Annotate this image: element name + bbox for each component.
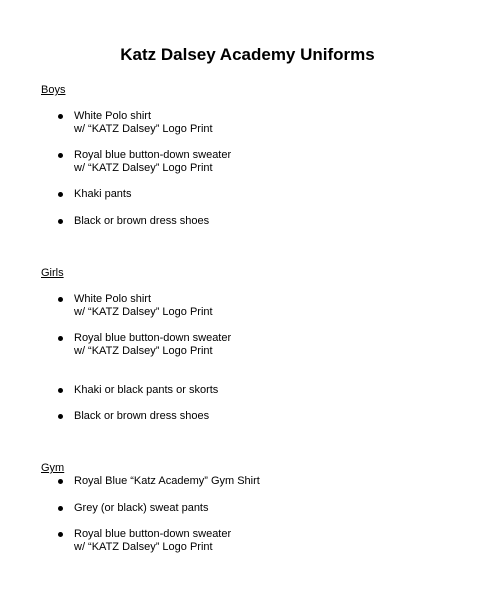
item-text-line1: Black or brown dress shoes [74, 410, 210, 422]
bullet-icon [58, 192, 63, 197]
bullet-icon [58, 336, 63, 341]
bullet-icon [58, 414, 63, 419]
list-item-boys-polo [58, 110, 213, 136]
item-text-line1: Royal blue button-down sweater [74, 149, 232, 161]
item-text-line2: w/ “KATZ Dalsey” Logo Print [74, 123, 213, 135]
list-item-boys-pants [58, 188, 131, 201]
item-text-line1: Black or brown dress shoes [74, 215, 210, 227]
item-text-line1: Royal blue button-down sweater [74, 528, 232, 540]
item-text-line1: Khaki pants [74, 188, 132, 200]
bullet-icon [58, 388, 63, 393]
section-heading-girls: Girls [41, 267, 64, 279]
item-text-line1: White Polo shirt [74, 293, 152, 305]
item-text-line1: Grey (or black) sweat pants [74, 502, 209, 514]
list-item-girls-sweater [58, 332, 231, 358]
list-item-boys-shoes [58, 215, 209, 228]
bullet-icon [58, 219, 63, 224]
list-item-girls-polo [58, 293, 213, 319]
bullet-icon [58, 532, 63, 537]
list-item-gym-shirt [58, 475, 260, 488]
bullet-icon [58, 506, 63, 511]
item-text-line1: Royal Blue “Katz Academy” Gym Shirt [74, 475, 260, 487]
item-text-line1: White Polo shirt [74, 110, 152, 122]
list-item-girls-shoes [58, 410, 209, 423]
item-text-line2: w/ “KATZ Dalsey” Logo Print [74, 345, 213, 357]
item-text-line2: w/ “KATZ Dalsey” Logo Print [74, 162, 213, 174]
item-text-line1: Royal blue button-down sweater [74, 332, 232, 344]
bullet-icon [58, 114, 63, 119]
item-text-line2: w/ “KATZ Dalsey” Logo Print [74, 306, 213, 318]
item-text-line1: Khaki or black pants or skorts [74, 384, 219, 396]
item-text-line2: w/ “KATZ Dalsey” Logo Print [74, 541, 213, 553]
list-item-boys-sweater [58, 149, 231, 175]
list-item-girls-pants [58, 384, 218, 397]
page-title: Katz Dalsey Academy Uniforms [120, 45, 375, 64]
bullet-icon [58, 479, 63, 484]
section-heading-boys: Boys [41, 84, 66, 96]
section-heading-gym: Gym [41, 462, 65, 474]
list-item-gym-sweatpants [58, 502, 209, 515]
bullet-icon [58, 153, 63, 158]
bullet-icon [58, 297, 63, 302]
list-item-gym-sweater [58, 528, 231, 554]
